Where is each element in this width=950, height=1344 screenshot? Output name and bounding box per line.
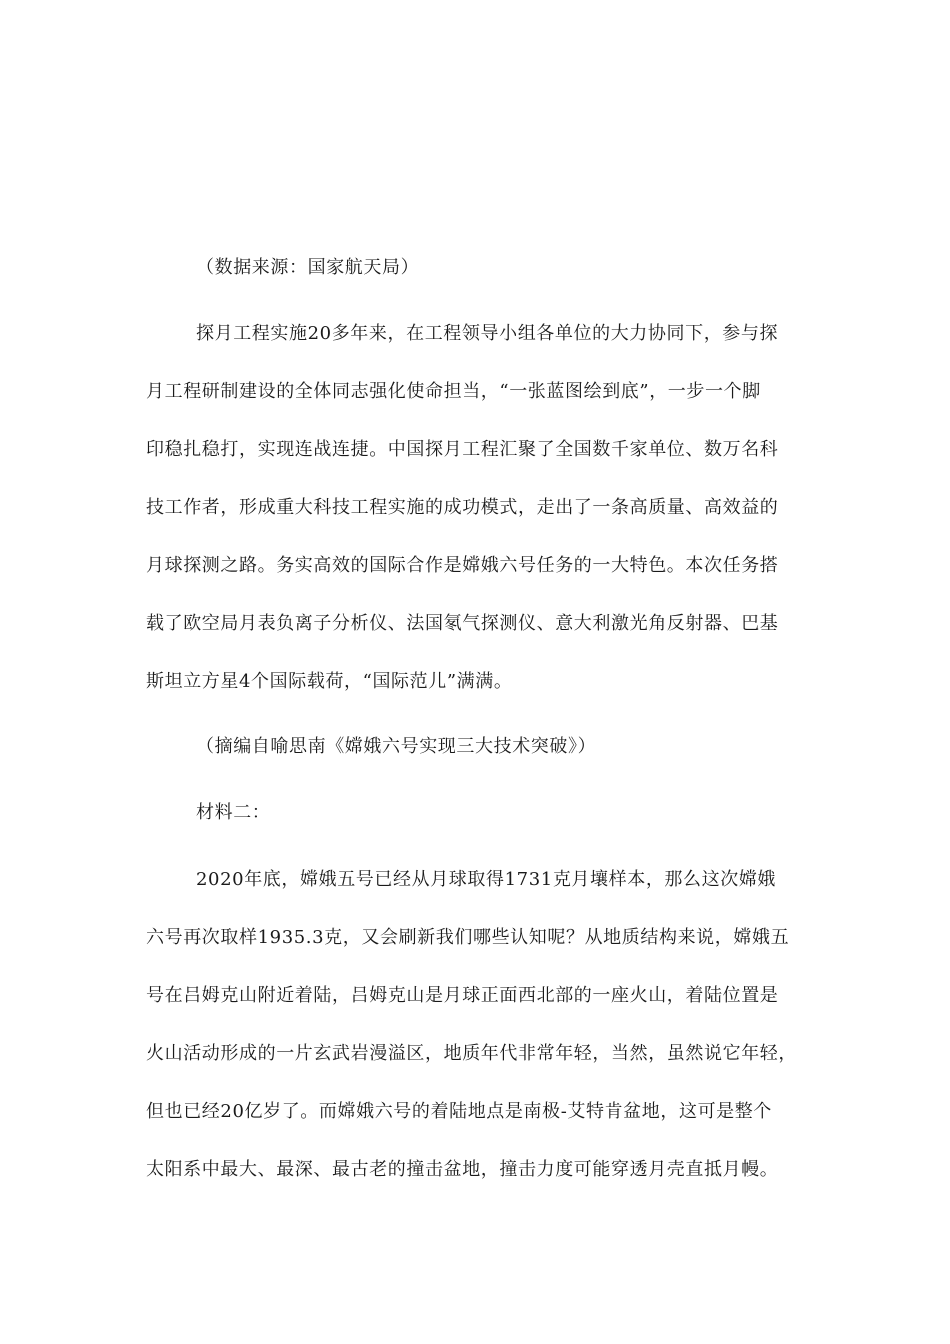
paragraph-line: 月球探测之路。务实高效的国际合作是嫦娥六号任务的一大特色。本次任务搭 bbox=[146, 555, 779, 576]
paragraph-line: 月工程研制建设的全体同志强化使命担当，“一张蓝图绘到底”，一步一个脚 bbox=[146, 381, 761, 402]
paragraph-line: 太阳系中最大、最深、最古老的撞击盆地，撞击力度可能穿透月壳直抵月幔。 bbox=[146, 1159, 779, 1180]
paragraph-line: 火山活动形成的一片玄武岩漫溢区，地质年代非常年轻，当然，虽然说它年轻， bbox=[146, 1043, 797, 1064]
paragraph-line: 斯坦立方星4个国际载荷，“国际范儿”满满。 bbox=[146, 671, 513, 692]
paragraph-line: 号在吕姆克山附近着陆，吕姆克山是月球正面西北部的一座火山，着陆位置是 bbox=[146, 985, 779, 1006]
section-heading-material-two: 材料二： bbox=[196, 802, 271, 823]
paragraph-line: 载了欧空局月表负离子分析仪、法国氡气探测仪、意大利激光角反射器、巴基 bbox=[146, 613, 779, 634]
paragraph-sample-comparison bbox=[146, 851, 802, 1199]
paragraph-line: 2020年底，嫦娥五号已经从月球取得1731克月壤样本，那么这次嫦娥 bbox=[196, 869, 777, 890]
paragraph-line: 探月工程实施20多年来，在工程领导小组各单位的大力协同下，参与探 bbox=[196, 323, 779, 344]
paragraph-lunar-program bbox=[146, 305, 802, 711]
paragraph-line: 但也已经20亿岁了。而嫦娥六号的着陆地点是南极-艾特肯盆地，这可是整个 bbox=[146, 1101, 772, 1122]
citation: （摘编自喻思南《嫦娥六号实现三大技术突破》） bbox=[196, 736, 597, 757]
paragraph-line: 技工作者，形成重大科技工程实施的成功模式，走出了一条高质量、高效益的 bbox=[146, 497, 779, 518]
paragraph-line: 六号再次取样1935.3克，又会刷新我们哪些认知呢？从地质结构来说，嫦娥五 bbox=[146, 927, 790, 948]
data-source-note: （数据来源：国家航天局） bbox=[196, 257, 420, 278]
paragraph-line: 印稳扎稳打，实现连战连捷。中国探月工程汇聚了全国数千家单位、数万名科 bbox=[146, 439, 779, 460]
